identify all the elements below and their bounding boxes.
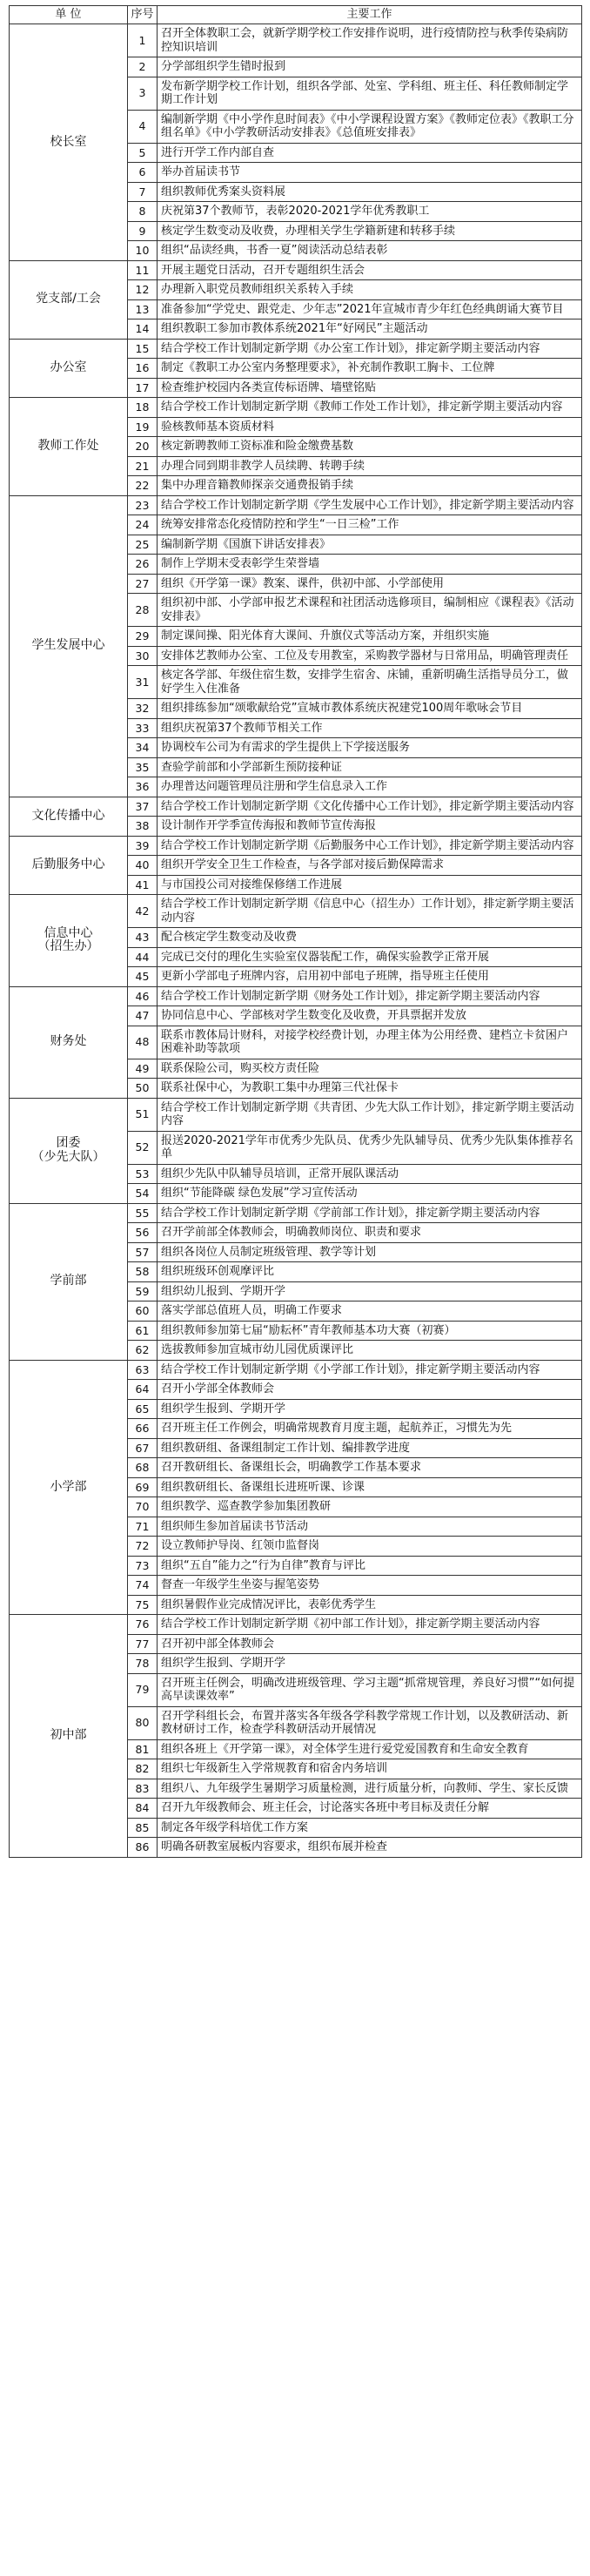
table-header-row — [10, 6, 582, 24]
task-number: 78 — [128, 1654, 158, 1674]
task-text: 组织师生参加首届读书节活动 — [158, 1517, 582, 1537]
task-number: 80 — [128, 1706, 158, 1739]
task-text: 组织排练参加“颂歌献给党”宣城市教体系统庆祝建党100周年歌咏会节目 — [158, 699, 582, 719]
task-text: 组织教职工参加市教体系统2021年“好网民”主题活动 — [158, 319, 582, 340]
task-number: 54 — [128, 1184, 158, 1204]
task-number: 85 — [128, 1818, 158, 1838]
table-row — [10, 1360, 582, 1380]
unit-cell: 党支部/工会 — [10, 260, 128, 339]
task-text: 举办首届读书节 — [158, 163, 582, 183]
task-number: 69 — [128, 1477, 158, 1497]
unit-cell: 学生发展中心 — [10, 495, 128, 797]
task-number: 55 — [128, 1203, 158, 1223]
task-text: 组织教研组长、备课组长进班听课、诊课 — [158, 1477, 582, 1497]
task-text: 协调校车公司为有需求的学生提供上下学接送服务 — [158, 738, 582, 758]
task-text: 结合学校工作计划制定新学期《学前部工作计划》，排定新学期主要活动内容 — [158, 1203, 582, 1223]
table-row — [10, 260, 582, 280]
task-number: 64 — [128, 1380, 158, 1400]
task-number: 61 — [128, 1321, 158, 1341]
unit-cell: 初中部 — [10, 1615, 128, 1858]
task-number: 59 — [128, 1281, 158, 1301]
task-number: 7 — [128, 182, 158, 202]
task-text: 结合学校工作计划制定新学期《学生发展中心工作计划》，排定新学期主要活动内容 — [158, 495, 582, 515]
task-number: 14 — [128, 319, 158, 340]
task-text: 结合学校工作计划制定新学期《小学部工作计划》，排定新学期主要活动内容 — [158, 1360, 582, 1380]
task-number: 42 — [128, 895, 158, 928]
task-number: 63 — [128, 1360, 158, 1380]
task-number: 33 — [128, 718, 158, 738]
work-plan-table — [9, 5, 582, 1858]
task-text: 结合学校工作计划制定新学期《共青团、少先大队工作计划》，排定新学期主要活动内容 — [158, 1098, 582, 1131]
task-number: 77 — [128, 1634, 158, 1654]
task-number: 3 — [128, 77, 158, 110]
task-text: 庆祝第37个教师节，表彰2020-2021学年优秀教职工 — [158, 202, 582, 222]
task-number: 37 — [128, 797, 158, 817]
task-text: 组织各岗位人员制定班级管理、教学等计划 — [158, 1242, 582, 1262]
table-row — [10, 339, 582, 359]
unit-cell: 信息中心 （招生办） — [10, 895, 128, 987]
unit-cell: 教师工作处 — [10, 398, 128, 496]
task-text: 组织暑假作业完成情况评比，表彰优秀学生 — [158, 1595, 582, 1615]
task-number: 57 — [128, 1242, 158, 1262]
task-text: 组织初中部、小学部申报艺术课程和社团活动选修项目，编制相应《课程表》《活动安排表》 — [158, 594, 582, 627]
task-number: 39 — [128, 836, 158, 856]
task-number: 53 — [128, 1164, 158, 1184]
task-number: 43 — [128, 928, 158, 948]
header-unit: 单 位 — [10, 6, 128, 24]
task-number: 18 — [128, 398, 158, 418]
task-text: 组织教师优秀案头资料展 — [158, 182, 582, 202]
task-text: 召开学科组长会，布置并落实各年级各学科教学常规工作计划，以及教研活动、新教材研讨工作，检查学科教研活动开展情况 — [158, 1706, 582, 1739]
task-text: 组织学生报到、学期开学 — [158, 1654, 582, 1674]
task-number: 74 — [128, 1576, 158, 1596]
task-number: 40 — [128, 856, 158, 876]
task-text: 核定学生数变动及收费，办理相关学生学籍新建和转移手续 — [158, 221, 582, 241]
unit-cell: 学前部 — [10, 1203, 128, 1360]
task-text: 结合学校工作计划制定新学期《办公室工作计划》，排定新学期主要活动内容 — [158, 339, 582, 359]
task-text: 联系保险公司，购买校方责任险 — [158, 1059, 582, 1079]
task-number: 9 — [128, 221, 158, 241]
task-number: 79 — [128, 1673, 158, 1706]
task-text: 组织教师参加第七届“励耘杯”青年教师基本功大赛（初赛） — [158, 1321, 582, 1341]
task-text: 结合学校工作计划制定新学期《初中部工作计划》，排定新学期主要活动内容 — [158, 1615, 582, 1635]
task-text: 设计制作开学季宣传海报和教师节宣传海报 — [158, 817, 582, 837]
task-text: 召开教研组长、备课组长会，明确教学工作基本要求 — [158, 1458, 582, 1478]
task-number: 36 — [128, 777, 158, 797]
task-text: 组织八、九年级学生暑期学习质量检测，进行质量分析，向教师、学生、家长反馈 — [158, 1779, 582, 1799]
task-number: 65 — [128, 1399, 158, 1419]
task-number: 12 — [128, 280, 158, 300]
task-number: 24 — [128, 515, 158, 535]
task-text: 制定课间操、阳光体育大课间、升旗仪式等活动方案，并组织实施 — [158, 627, 582, 647]
unit-cell: 校长室 — [10, 24, 128, 261]
task-number: 71 — [128, 1517, 158, 1537]
task-text: 核定各学部、年级住宿生数，安排学生宿舍、床铺，重新明确生活指导员分工，做好学生入住准备 — [158, 666, 582, 699]
task-text: 进行开学工作内部自查 — [158, 143, 582, 163]
task-text: 组织“品读经典，书香一夏”阅读活动总结表彰 — [158, 241, 582, 261]
task-text: 组织庆祝第37个教师节相关工作 — [158, 718, 582, 738]
task-number: 27 — [128, 574, 158, 594]
task-text: 制定《教职工办公室内务整理要求》，补充制作教职工胸卡、工位牌 — [158, 359, 582, 379]
task-text: 召开全体教职工会，就新学期学校工作安排作说明，进行疫情防控与秋季传染病防控知识培训 — [158, 24, 582, 57]
task-text: 编制新学期《中小学作息时间表》《中小学课程设置方案》《教师定位表》《教职工分组名单》《中小学教研活动安排表》《总值班安排表》 — [158, 110, 582, 143]
task-text: 召开九年级教师会、班主任会，讨论落实各班中考目标及责任分解 — [158, 1799, 582, 1819]
task-text: 组织各班上《开学第一课》，对全体学生进行爱党爱国教育和生命安全教育 — [158, 1739, 582, 1759]
header-number: 序号 — [128, 6, 158, 24]
task-number: 47 — [128, 1006, 158, 1026]
unit-cell: 后勤服务中心 — [10, 836, 128, 895]
task-number: 70 — [128, 1497, 158, 1517]
task-text: 选拔教师参加宣城市幼儿园优质课评比 — [158, 1341, 582, 1361]
unit-cell: 办公室 — [10, 339, 128, 398]
header-work: 主要工作 — [158, 6, 582, 24]
task-text: 结合学校工作计划制定新学期《教师工作处工作计划》，排定新学期主要活动内容 — [158, 398, 582, 418]
task-number: 84 — [128, 1799, 158, 1819]
task-text: 统筹安排常态化疫情防控和学生“一日三检”工作 — [158, 515, 582, 535]
task-number: 1 — [128, 24, 158, 57]
task-text: 配合核定学生数变动及收费 — [158, 928, 582, 948]
task-text: 验核教师基本资质材料 — [158, 417, 582, 437]
table-row — [10, 495, 582, 515]
task-text: 安排体艺教师办公室、工位及专用教室，采购教学器材与日常用品，明确管理责任 — [158, 646, 582, 666]
table-row — [10, 1615, 582, 1635]
task-text: 组织教研组、备课组制定工作计划、编排教学进度 — [158, 1438, 582, 1458]
task-number: 66 — [128, 1419, 158, 1439]
task-number: 20 — [128, 437, 158, 457]
task-number: 50 — [128, 1079, 158, 1099]
task-number: 17 — [128, 378, 158, 398]
task-text: 组织教学、巡查教学参加集团教研 — [158, 1497, 582, 1517]
table-row — [10, 836, 582, 856]
task-number: 5 — [128, 143, 158, 163]
task-number: 13 — [128, 299, 158, 319]
task-text: 召开初中部全体教师会 — [158, 1634, 582, 1654]
task-text: 明确各研教室展板内容要求，组织布展并检查 — [158, 1838, 582, 1858]
task-number: 21 — [128, 456, 158, 476]
task-number: 81 — [128, 1739, 158, 1759]
task-number: 83 — [128, 1779, 158, 1799]
task-text: 制作上学期末受表彰学生荣誉墙 — [158, 555, 582, 575]
task-text: 编制新学期《国旗下讲话安排表》 — [158, 535, 582, 555]
task-number: 82 — [128, 1759, 158, 1779]
task-number: 30 — [128, 646, 158, 666]
task-number: 16 — [128, 359, 158, 379]
unit-cell: 团委 （少先大队） — [10, 1098, 128, 1203]
task-number: 44 — [128, 947, 158, 967]
task-text: 联系社保中心，为教职工集中办理第三代社保卡 — [158, 1079, 582, 1099]
task-number: 34 — [128, 738, 158, 758]
table-row — [10, 797, 582, 817]
task-number: 75 — [128, 1595, 158, 1615]
task-number: 19 — [128, 417, 158, 437]
task-number: 26 — [128, 555, 158, 575]
table-row — [10, 986, 582, 1006]
task-number: 15 — [128, 339, 158, 359]
task-number: 23 — [128, 495, 158, 515]
task-text: 分学部组织学生错时报到 — [158, 57, 582, 77]
task-text: 协同信息中心、学部核对学生数变化及收费，开具票据并发放 — [158, 1006, 582, 1026]
task-text: 核定新聘教师工资标准和险金缴费基数 — [158, 437, 582, 457]
task-number: 38 — [128, 817, 158, 837]
table-row — [10, 24, 582, 57]
task-number: 49 — [128, 1059, 158, 1079]
task-text: 召开学前部全体教师会，明确教师岗位、职责和要求 — [158, 1223, 582, 1243]
task-text: 发布新学期学校工作计划，组织各学部、处室、学科组、班主任、科任教师制定学期工作计划 — [158, 77, 582, 110]
task-text: 组织“五自”能力之“行为自律”教育与评比 — [158, 1556, 582, 1576]
task-text: 办理普达问题管理员注册和学生信息录入工作 — [158, 777, 582, 797]
task-text: 组织开学安全卫生工作检查，与各学部对接后勤保障需求 — [158, 856, 582, 876]
table-body — [10, 24, 582, 1858]
task-number: 45 — [128, 967, 158, 987]
task-number: 2 — [128, 57, 158, 77]
task-number: 73 — [128, 1556, 158, 1576]
task-text: 更新小学部电子班牌内容，启用初中部电子班牌，指导班主任使用 — [158, 967, 582, 987]
task-text: 设立教师护导岗、红领巾监督岗 — [158, 1537, 582, 1557]
task-number: 6 — [128, 163, 158, 183]
task-text: 结合学校工作计划制定新学期《财务处工作计划》，排定新学期主要活动内容 — [158, 986, 582, 1006]
task-text: 组织班级环创观摩评比 — [158, 1262, 582, 1282]
task-number: 48 — [128, 1026, 158, 1059]
task-text: 督查一年级学生坐姿与握笔姿势 — [158, 1576, 582, 1596]
task-number: 60 — [128, 1301, 158, 1322]
task-text: 组织《开学第一课》教案、课件，供初中部、小学部使用 — [158, 574, 582, 594]
task-number: 29 — [128, 627, 158, 647]
unit-cell: 小学部 — [10, 1360, 128, 1615]
task-number: 31 — [128, 666, 158, 699]
task-text: 召开班主任例会，明确改进班级管理、学习主题“抓常规管理，养良好习惯”“如何提高早读课效率” — [158, 1673, 582, 1706]
task-text: 开展主题党日活动，召开专题组织生活会 — [158, 260, 582, 280]
task-text: 办理合同到期非教学人员续聘、转聘手续 — [158, 456, 582, 476]
task-text: 结合学校工作计划制定新学期《文化传播中心工作计划》，排定新学期主要活动内容 — [158, 797, 582, 817]
task-text: 组织幼儿报到、学期开学 — [158, 1281, 582, 1301]
task-number: 46 — [128, 986, 158, 1006]
task-number: 4 — [128, 110, 158, 143]
table-row — [10, 398, 582, 418]
task-text: 组织“节能降碳 绿色发展”学习宣传活动 — [158, 1184, 582, 1204]
task-text: 召开小学部全体教师会 — [158, 1380, 582, 1400]
table-row — [10, 895, 582, 928]
task-text: 报送2020-2021学年市优秀少先队员、优秀少先队辅导员、优秀少先队集体推荐名单 — [158, 1131, 582, 1164]
unit-cell: 财务处 — [10, 986, 128, 1098]
task-text: 完成已交付的理化生实验室仪器装配工作，确保实验教学正常开展 — [158, 947, 582, 967]
task-text: 联系市教体局计财科，对接学校经费计划，办理主体为公用经费、建档立卡贫困户困难补助等款项 — [158, 1026, 582, 1059]
task-text: 组织少先队中队辅导员培训，正常开展队课活动 — [158, 1164, 582, 1184]
unit-cell: 文化传播中心 — [10, 797, 128, 836]
task-number: 32 — [128, 699, 158, 719]
task-number: 11 — [128, 260, 158, 280]
task-text: 检查维护校园内各类宣传标语牌、墙壁铭贴 — [158, 378, 582, 398]
task-text: 组织七年级新生入学常规教育和宿舍内务培训 — [158, 1759, 582, 1779]
task-number: 76 — [128, 1615, 158, 1635]
table-row — [10, 1098, 582, 1131]
task-text: 结合学校工作计划制定新学期《信息中心（招生办）工作计划》，排定新学期主要活动内容 — [158, 895, 582, 928]
task-number: 68 — [128, 1458, 158, 1478]
task-text: 结合学校工作计划制定新学期《后勤服务中心工作计划》，排定新学期主要活动内容 — [158, 836, 582, 856]
task-number: 72 — [128, 1537, 158, 1557]
task-number: 10 — [128, 241, 158, 261]
task-number: 52 — [128, 1131, 158, 1164]
task-number: 67 — [128, 1438, 158, 1458]
task-number: 28 — [128, 594, 158, 627]
task-number: 35 — [128, 757, 158, 777]
task-number: 51 — [128, 1098, 158, 1131]
task-number: 8 — [128, 202, 158, 222]
task-number: 56 — [128, 1223, 158, 1243]
task-text: 与市国投公司对接维保修缮工作进展 — [158, 875, 582, 895]
task-text: 组织学生报到、学期开学 — [158, 1399, 582, 1419]
task-text: 集中办理音籍教师探亲交通费报销手续 — [158, 476, 582, 496]
table-row — [10, 1203, 582, 1223]
task-number: 25 — [128, 535, 158, 555]
task-text: 准备参加“学党史、跟党走、少年志”2021年宣城市青少年红色经典朗诵大赛节目 — [158, 299, 582, 319]
task-text: 查验学前部和小学部新生预防接种证 — [158, 757, 582, 777]
task-number: 86 — [128, 1838, 158, 1858]
task-text: 落实学部总值班人员，明确工作要求 — [158, 1301, 582, 1322]
task-number: 62 — [128, 1341, 158, 1361]
task-number: 22 — [128, 476, 158, 496]
task-number: 41 — [128, 875, 158, 895]
task-number: 58 — [128, 1262, 158, 1282]
task-text: 召开班主任工作例会，明确常规教育月度主题，起航养正，习惯先为先 — [158, 1419, 582, 1439]
task-text: 办理新入职党员教师组织关系转入手续 — [158, 280, 582, 300]
task-text: 制定各年级学科培优工作方案 — [158, 1818, 582, 1838]
